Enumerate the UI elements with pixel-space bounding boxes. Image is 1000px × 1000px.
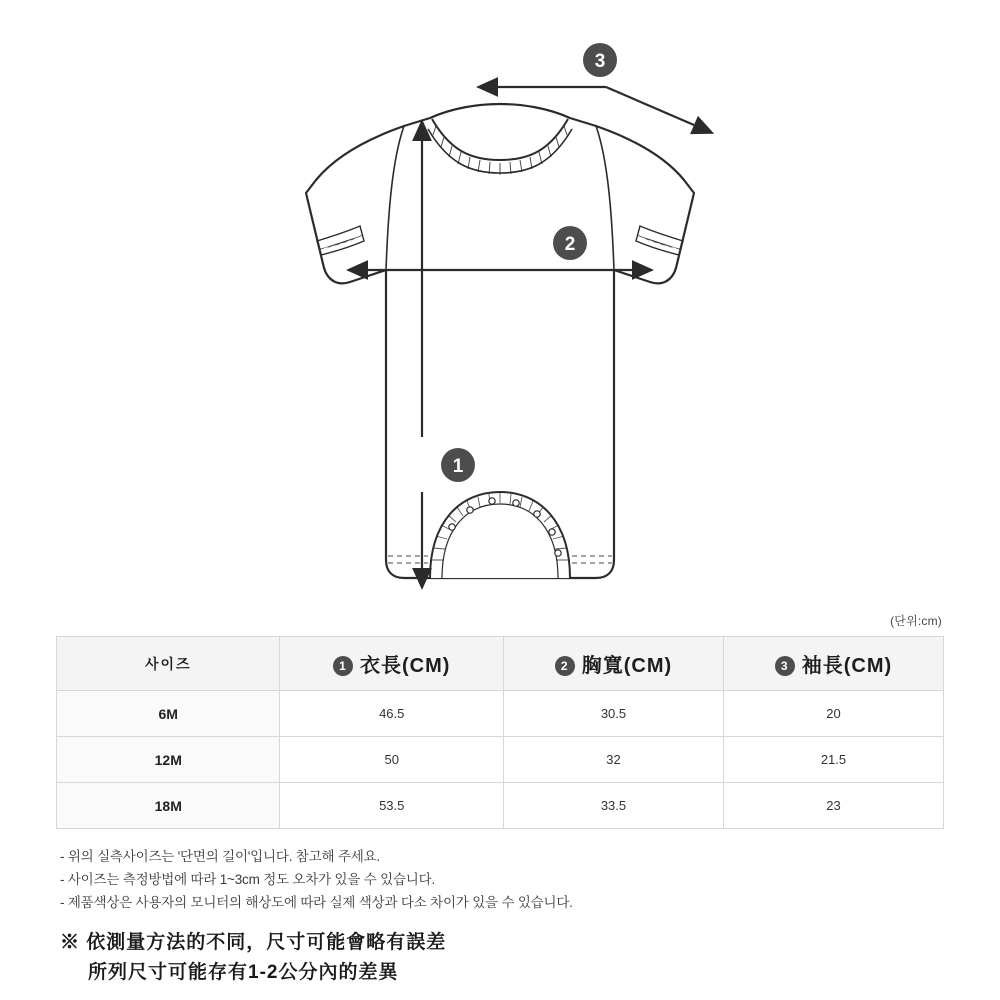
- size-table: [56, 636, 944, 829]
- badge-3: 3: [775, 656, 795, 676]
- header-chest: [503, 637, 723, 691]
- cell-6m-length: 46.5: [280, 691, 503, 737]
- header-sleeve-label: 袖長(CM): [801, 655, 893, 677]
- unit-note: (단위:cm): [890, 614, 942, 628]
- header-length-label: 衣長(CM): [360, 655, 451, 677]
- cell-6m-chest: 30.5: [503, 691, 723, 737]
- marker-2: [553, 226, 587, 260]
- cell-18m-length: 53.5: [280, 783, 503, 829]
- marker-2-label: 2: [564, 234, 576, 255]
- size-table-head: [57, 637, 944, 691]
- marker-3-label: 3: [594, 51, 606, 72]
- table-header-row: [57, 637, 944, 691]
- cell-18m-chest: 33.5: [503, 783, 723, 829]
- cell-18m-sleeve: 23: [723, 783, 943, 829]
- cell-6m-sleeve: 20: [723, 691, 943, 737]
- row-size-12m: 12M: [57, 737, 280, 783]
- note-kr-2: - 사이즈는 측정방법에 따라 1~3cm 정도 오차가 있을 수 있습니다.: [60, 872, 436, 887]
- cell-12m-sleeve: 21.5: [723, 737, 943, 783]
- header-size: [57, 637, 280, 691]
- note-cn: [60, 928, 940, 988]
- row-size-6m: 6M: [57, 691, 280, 737]
- badge-2: 2: [555, 656, 575, 676]
- note-cn-line2: 所列尺寸可能存有1-2公分內的差異: [88, 962, 399, 983]
- marker-1-label: 1: [452, 456, 464, 477]
- marker-1: [441, 448, 475, 482]
- cell-12m-length: 50: [280, 737, 503, 783]
- badge-1: 1: [333, 656, 353, 676]
- cell-12m-chest: 32: [503, 737, 723, 783]
- header-size-label: 사이즈: [144, 655, 192, 672]
- row-size-18m: 18M: [57, 783, 280, 829]
- notes-block: [60, 845, 940, 988]
- size-table-wrapper: [56, 636, 944, 829]
- table-row: [57, 691, 944, 737]
- table-row: [57, 737, 944, 783]
- table-row: [57, 783, 944, 829]
- note-cn-line1: ※ 依測量方法的不同，尺寸可能會略有誤差: [60, 932, 447, 953]
- header-length: [280, 637, 503, 691]
- note-kr-3: - 제품색상은 사용자의 모니터의 해상도에 따라 실제 색상과 다소 차이가 있을 수 있습니다.: [60, 895, 573, 910]
- header-chest-label: 胸寬(CM): [581, 655, 673, 677]
- header-sleeve: [723, 637, 943, 691]
- marker-3: [583, 43, 617, 77]
- note-kr-1: - 위의 실측사이즈는 '단면의 길이'입니다. 참고해 주세요.: [60, 849, 380, 864]
- size-table-body: [57, 691, 944, 829]
